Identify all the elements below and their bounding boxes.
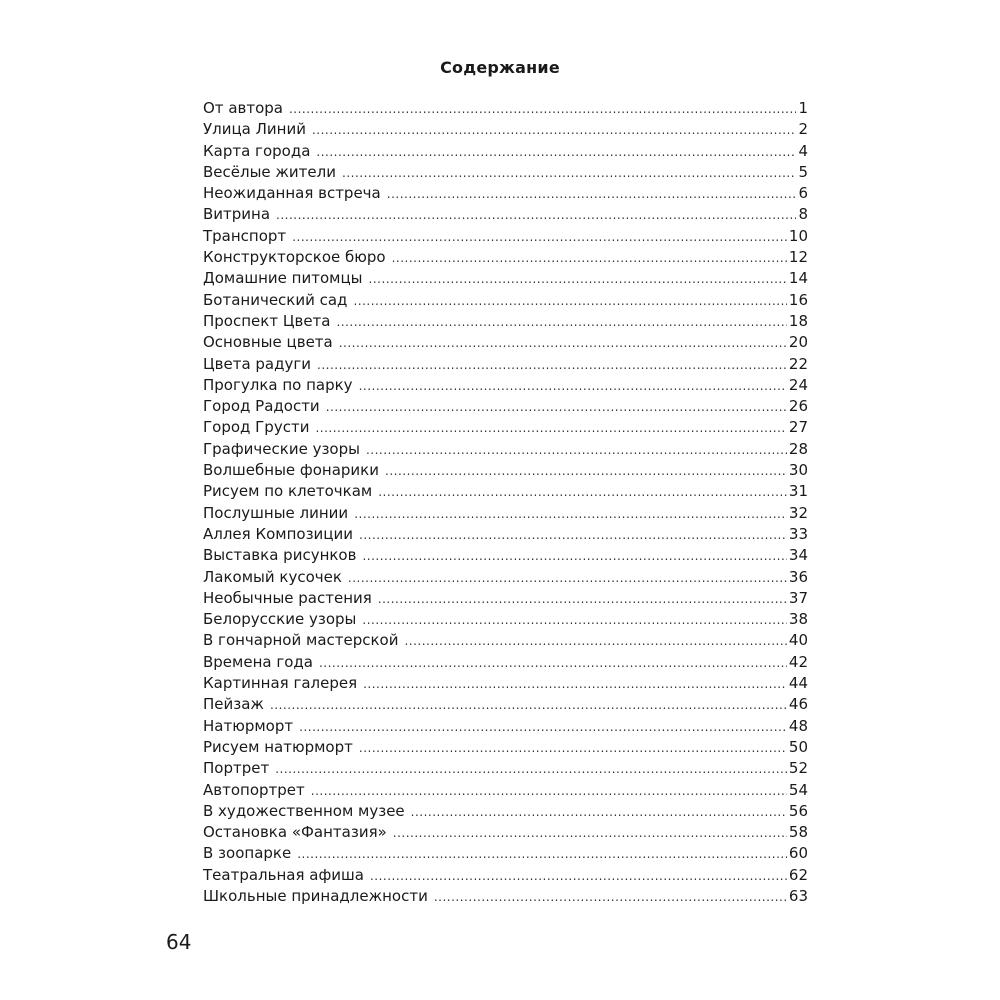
toc-entry-title: Транспорт	[203, 226, 287, 245]
toc-dot-leader	[378, 589, 787, 610]
toc-entry-title: Ботанический сад	[203, 290, 348, 309]
toc-dot-leader	[362, 546, 786, 567]
toc-entry-page: 37	[788, 588, 808, 607]
toc-dot-leader	[378, 482, 787, 503]
toc-dot-leader	[363, 674, 787, 695]
toc-dot-leader	[312, 120, 796, 141]
toc-entry-page: 62	[788, 865, 808, 884]
toc-entry-page: 32	[788, 503, 808, 522]
toc-entry-page: 4	[798, 141, 808, 160]
toc-entry-page: 22	[788, 354, 808, 373]
toc-dot-leader	[385, 461, 787, 482]
toc-dot-leader	[370, 866, 787, 887]
toc-entry-title: Портрет	[203, 759, 270, 778]
toc-dot-leader	[276, 205, 796, 226]
toc-entry-page: 27	[788, 418, 808, 437]
toc-entry-title: Основные цвета	[203, 333, 333, 352]
toc-entry-title: Домашние питомцы	[203, 269, 363, 288]
toc-entry-title: В зоопарке	[203, 844, 292, 863]
toc-entry-title: Цвета радуги	[203, 354, 312, 373]
toc-entry	[203, 141, 808, 162]
toc-entry-page: 8	[798, 205, 808, 224]
toc-entry-page: 2	[798, 120, 808, 139]
toc-entry-page: 42	[788, 652, 808, 671]
toc-dot-leader	[319, 653, 787, 674]
toc-entry-page: 40	[788, 631, 808, 650]
toc-entry-page: 50	[788, 737, 808, 756]
toc-entry	[203, 119, 808, 140]
toc-entry	[203, 226, 808, 247]
toc-entry	[203, 843, 808, 864]
toc-entry-title: Карта города	[203, 141, 311, 160]
toc-dot-leader	[326, 397, 787, 418]
toc-entry-title: Прогулка по парку	[203, 375, 353, 394]
toc-entry-title: Автопортрет	[203, 780, 305, 799]
toc-dot-leader	[393, 823, 787, 844]
toc-dot-leader	[315, 418, 786, 439]
toc-entry-title: Неожиданная встреча	[203, 184, 381, 203]
toc-entry-page: 18	[788, 311, 808, 330]
toc-entry-title: Графические узоры	[203, 439, 360, 458]
toc-entry-title: Послушные линии	[203, 503, 349, 522]
toc-entry	[203, 694, 808, 715]
toc-entry-page: 24	[788, 375, 808, 394]
toc-entry-title: Улица Линий	[203, 120, 306, 139]
toc-entry-title: Волшебные фонарики	[203, 461, 379, 480]
toc-dot-leader	[362, 610, 787, 631]
toc-dot-leader	[359, 738, 787, 759]
toc-entry	[203, 332, 808, 353]
toc-entry-title: Выставка рисунков	[203, 546, 357, 565]
toc-dot-leader	[299, 717, 787, 738]
toc-entry-page: 34	[788, 546, 808, 565]
toc-entry	[203, 609, 808, 630]
toc-entry-page: 14	[788, 269, 808, 288]
toc-entry	[203, 98, 808, 119]
toc-entry-page: 20	[788, 333, 808, 352]
toc-dot-leader	[348, 568, 787, 589]
toc-entry	[203, 311, 808, 332]
toc-dot-leader	[392, 248, 787, 269]
toc-dot-leader	[339, 333, 787, 354]
toc-dot-leader	[289, 99, 796, 120]
toc-entry-title: Город Грусти	[203, 418, 310, 437]
toc-entry	[203, 183, 808, 204]
toc-entry	[203, 290, 808, 311]
page-title: Содержание	[440, 58, 560, 77]
page-number: 64	[166, 930, 192, 954]
toc-entry	[203, 162, 808, 183]
toc-entry-page: 12	[788, 248, 808, 267]
toc-dot-leader	[292, 227, 787, 248]
toc-dot-leader	[354, 504, 787, 525]
toc-entry	[203, 652, 808, 673]
toc-entry-page: 38	[788, 610, 808, 629]
toc-entry	[203, 417, 808, 438]
toc-entry-page: 63	[788, 886, 808, 905]
toc-dot-leader	[311, 781, 787, 802]
toc-entry	[203, 865, 808, 886]
toc-dot-leader	[353, 291, 786, 312]
toc-entry	[203, 268, 808, 289]
toc-entry-title: Конструкторское бюро	[203, 248, 386, 267]
toc-dot-leader	[359, 376, 787, 397]
toc-entry-page: 30	[788, 461, 808, 480]
toc-entry	[203, 716, 808, 737]
toc-dot-leader	[369, 269, 787, 290]
table-of-contents	[203, 98, 808, 907]
toc-entry-title: Белорусские узоры	[203, 610, 357, 629]
toc-entry	[203, 588, 808, 609]
toc-entry	[203, 545, 808, 566]
toc-entry	[203, 780, 808, 801]
toc-entry-page: 56	[788, 801, 808, 820]
toc-entry-page: 10	[788, 226, 808, 245]
toc-entry-page: 36	[788, 567, 808, 586]
toc-entry-page: 6	[798, 184, 808, 203]
toc-dot-leader	[317, 355, 787, 376]
toc-entry	[203, 503, 808, 524]
toc-entry	[203, 481, 808, 502]
toc-entry-page: 28	[788, 439, 808, 458]
toc-entry-title: Остановка «Фантазия»	[203, 823, 387, 842]
toc-entry	[203, 630, 808, 651]
toc-dot-leader	[275, 759, 787, 780]
toc-entry-page: 16	[788, 290, 808, 309]
toc-entry-title: В гончарной мастерской	[203, 631, 399, 650]
toc-entry-page: 5	[798, 162, 808, 181]
toc-entry	[203, 567, 808, 588]
toc-entry-title: Пейзаж	[203, 695, 264, 714]
toc-dot-leader	[359, 525, 787, 546]
toc-entry-page: 26	[788, 397, 808, 416]
toc-dot-leader	[434, 887, 787, 908]
toc-entry	[203, 822, 808, 843]
toc-entry	[203, 758, 808, 779]
toc-entry-page: 58	[788, 823, 808, 842]
toc-entry-title: Лакомый кусочек	[203, 567, 342, 586]
toc-entry-page: 33	[788, 524, 808, 543]
toc-entry-page: 44	[788, 674, 808, 693]
toc-entry	[203, 204, 808, 225]
toc-entry-title: Школьные принадлежности	[203, 886, 428, 905]
toc-entry-title: Аллея Композиции	[203, 524, 354, 543]
toc-entry	[203, 375, 808, 396]
toc-entry-page: 46	[788, 695, 808, 714]
toc-entry-title: Весёлые жители	[203, 162, 336, 181]
toc-entry	[203, 801, 808, 822]
toc-entry	[203, 886, 808, 907]
toc-entry-page: 31	[788, 482, 808, 501]
toc-entry-page: 52	[788, 759, 808, 778]
toc-dot-leader	[342, 163, 796, 184]
toc-dot-leader	[316, 142, 796, 163]
toc-entry	[203, 737, 808, 758]
toc-entry	[203, 396, 808, 417]
toc-entry-page: 54	[788, 780, 808, 799]
toc-dot-leader	[411, 802, 787, 823]
toc-entry-title: Город Радости	[203, 397, 320, 416]
toc-entry-title: Картинная галерея	[203, 674, 358, 693]
toc-entry-title: В художественном музее	[203, 801, 405, 820]
toc-entry-page: 1	[798, 99, 808, 117]
toc-entry-page: 48	[788, 716, 808, 735]
toc-dot-leader	[297, 844, 787, 865]
toc-entry-title: Рисуем по клеточкам	[203, 482, 373, 501]
toc-dot-leader	[404, 631, 786, 652]
toc-dot-leader	[270, 695, 787, 716]
toc-entry-title: От автора	[203, 99, 283, 117]
toc-entry	[203, 439, 808, 460]
toc-entry-title: Проспект Цвета	[203, 311, 331, 330]
toc-dot-leader	[336, 312, 786, 333]
toc-dot-leader	[387, 184, 797, 205]
toc-entry-title: Необычные растения	[203, 588, 372, 607]
toc-entry-title: Театральная афиша	[203, 865, 364, 884]
toc-entry-title: Времена года	[203, 652, 313, 671]
toc-entry	[203, 524, 808, 545]
toc-entry	[203, 460, 808, 481]
toc-entry-title: Натюрморт	[203, 716, 294, 735]
toc-dot-leader	[366, 440, 787, 461]
toc-entry	[203, 673, 808, 694]
toc-entry-title: Витрина	[203, 205, 271, 224]
toc-entry-title: Рисуем натюрморт	[203, 737, 353, 756]
toc-entry	[203, 354, 808, 375]
toc-entry-page: 60	[788, 844, 808, 863]
toc-entry	[203, 247, 808, 268]
